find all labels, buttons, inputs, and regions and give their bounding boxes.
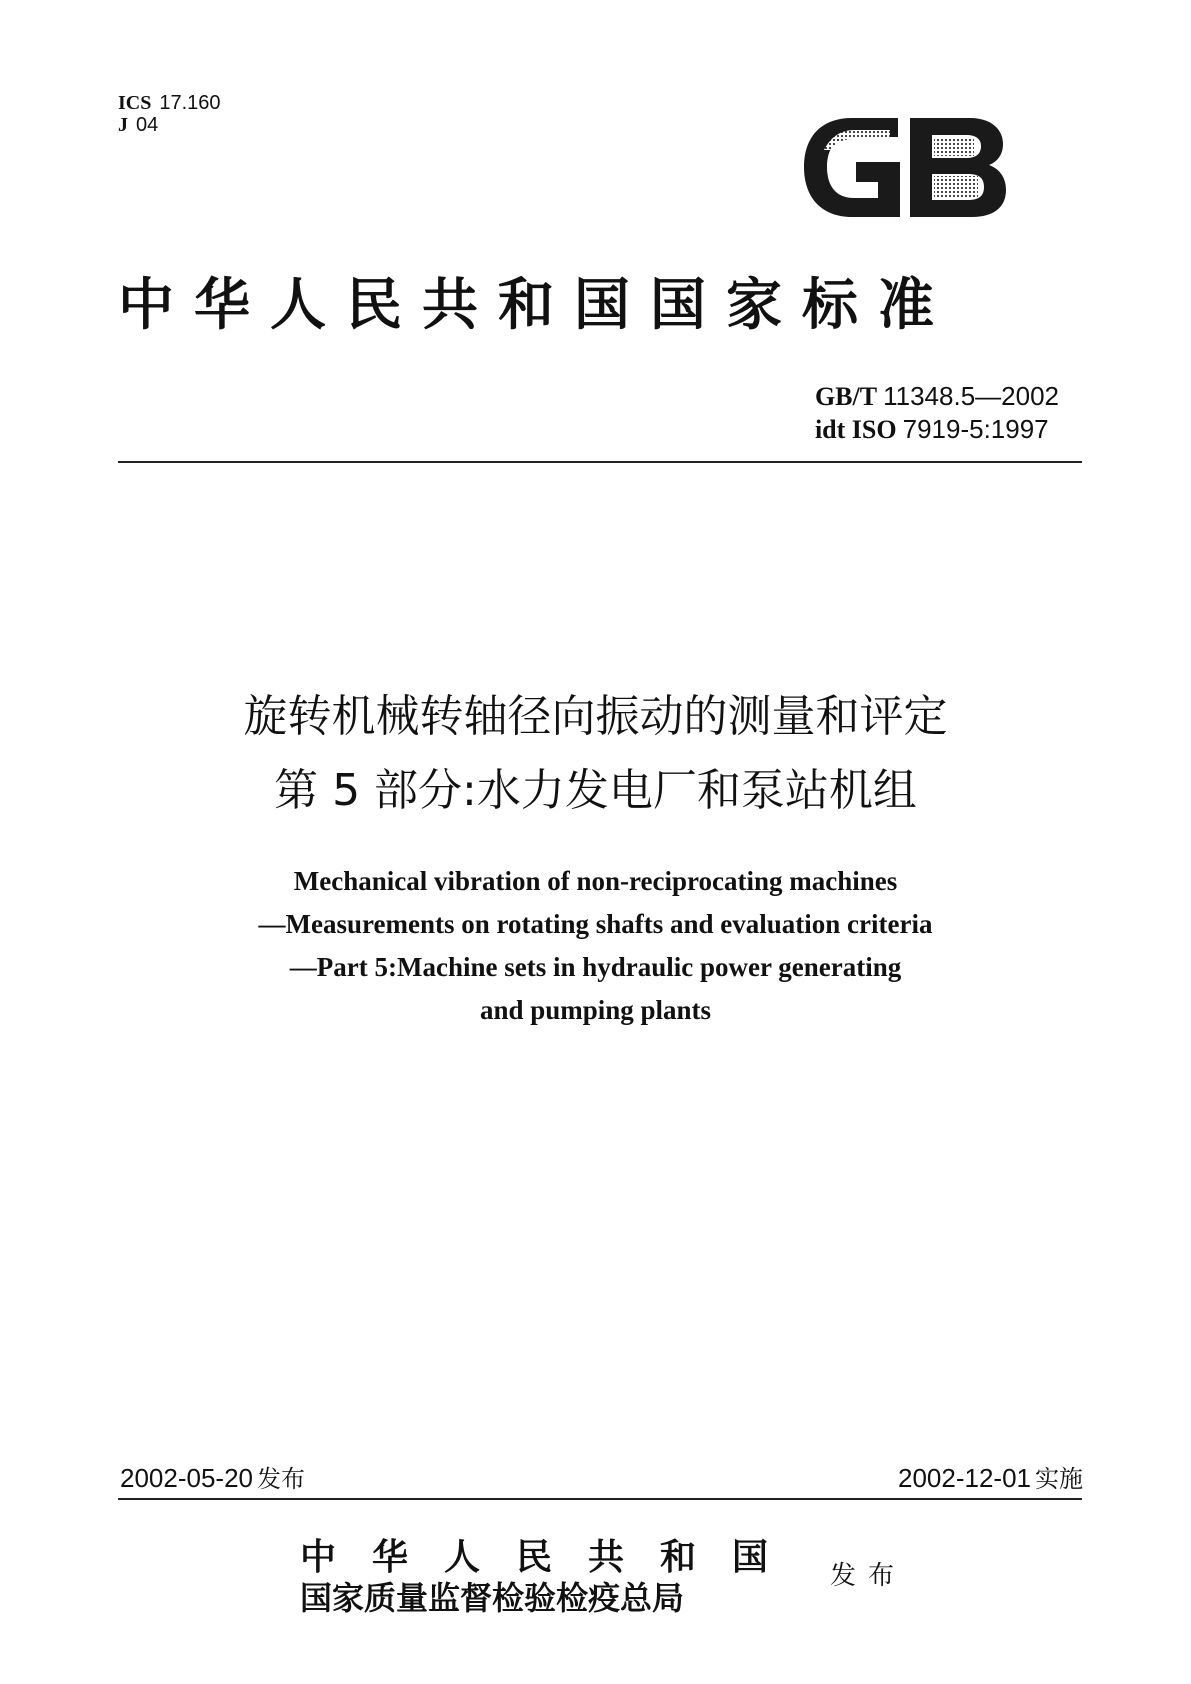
ics-line: [118, 92, 221, 114]
classification-block: [118, 92, 221, 136]
national-standard-title: 中华人民共和国国家标准: [118, 272, 954, 338]
issue-label: 发布: [257, 1465, 305, 1493]
idt-number: 7919-5:1997: [902, 414, 1049, 444]
footer-divider: [118, 1498, 1082, 1500]
english-title-line-3: —Part 5:Machine sets in hydraulic power generating: [289, 952, 902, 982]
idt-line: [815, 413, 1059, 446]
idt-label: idt ISO: [814, 415, 897, 444]
effective-label: 实施: [1035, 1465, 1083, 1493]
effective-date-block: [898, 1462, 1083, 1495]
ccs-line: [118, 114, 221, 136]
standard-number: 11348.5—2002: [883, 381, 1059, 411]
ics-label: ICS: [118, 92, 152, 114]
english-title: [0, 860, 1191, 1032]
english-title-line-4: and pumping plants: [479, 995, 712, 1025]
english-title-line-2: —Measurements on rotating shafts and evaluation criteria: [258, 909, 933, 939]
standard-number-block: [815, 380, 1059, 446]
issue-date: 2002-05-20: [120, 1463, 253, 1493]
ccs-code: 04: [136, 114, 159, 136]
ccs-label: J: [118, 114, 128, 136]
gb-logo: [800, 110, 1010, 225]
effective-date: 2002-12-01: [898, 1463, 1031, 1493]
issue-date-block: [120, 1462, 305, 1495]
ics-code: 17.160: [159, 92, 221, 114]
english-title-line-1: Mechanical vibration of non-reciprocating machines: [293, 866, 898, 896]
standard-number-label: GB/T: [814, 382, 878, 411]
header-divider: [118, 461, 1082, 463]
issuer-action: 发布: [830, 1561, 907, 1591]
standard-number-line: [815, 380, 1059, 413]
chinese-title-line-1: 旋转机械转轴径向振动的测量和评定: [243, 691, 948, 742]
chinese-title-line-2: 第 5 部分:水力发电厂和泵站机组: [274, 765, 917, 816]
issuer-country: 中华人民共和国: [300, 1536, 805, 1578]
issuer-agency: 国家质量监督检验检疫总局: [300, 1579, 685, 1617]
